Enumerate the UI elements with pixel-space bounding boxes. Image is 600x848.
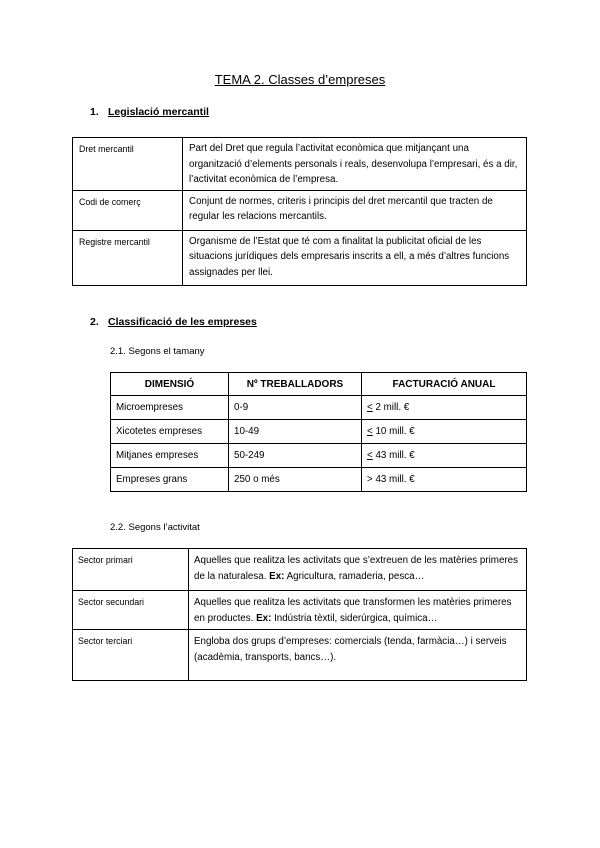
definition-cell: Conjunt de normes, criteris i principis del dret mercantil que tracten de regular les relacions mercantils.	[183, 190, 527, 230]
table-row	[73, 549, 527, 591]
legislacio-table	[72, 137, 527, 286]
facturacio-value: 43 mill. €	[372, 450, 415, 461]
description-text: Engloba dos grups d’empreses: comercials (tenda, farmàcia…) i serveis (acadèmia, transports, bancs…).	[194, 636, 507, 663]
treballadors-cell: 250 o més	[229, 468, 362, 492]
section-2-title: Classificació de les empreses	[108, 316, 257, 328]
table-row	[73, 630, 527, 681]
facturacio-value: 10 mill. €	[372, 426, 415, 437]
treballadors-cell: 50-249	[229, 444, 362, 468]
treballadors-cell: 10-49	[229, 420, 362, 444]
facturacio-cell	[362, 444, 527, 468]
term-cell: Sector secundari	[73, 591, 189, 630]
table-row	[73, 230, 527, 285]
column-header: Nº TREBALLADORS	[229, 373, 362, 396]
definition-cell: Organisme de l’Estat que té com a finalitat la publicitat oficial de les situacions jurídiques dels empresaris inscrits a ell, a més d’altres funcions assignades per llei.	[183, 230, 527, 285]
column-header: FACTURACIÓ ANUAL	[362, 373, 527, 396]
table-row	[73, 591, 527, 630]
term-cell: Sector terciari	[73, 630, 189, 681]
table-row	[111, 420, 527, 444]
term-cell: Dret mercantil	[73, 138, 183, 191]
facturacio-value: 2 mill. €	[372, 402, 410, 413]
dimensio-cell: Empreses grans	[111, 468, 229, 492]
facturacio-symbol: <	[367, 426, 373, 437]
subsection-2-2-heading: 2.2. Segons l’activitat	[110, 522, 200, 533]
table-row	[73, 190, 527, 230]
description-cell	[189, 630, 527, 681]
term-cell: Registre mercantil	[73, 230, 183, 285]
page-title: TEMA 2. Classes d’empreses	[214, 72, 386, 87]
section-1-title: Legislació mercantil	[108, 106, 209, 118]
facturacio-cell	[362, 468, 527, 492]
description-text: Aquelles que realitza les activitats que s’extreuen de les matèries primeres de la naturalesa.	[194, 555, 519, 582]
facturacio-symbol: <	[367, 402, 373, 413]
facturacio-value: > 43 mill. €	[367, 474, 415, 485]
description-cell	[189, 591, 527, 630]
subsection-2-1-heading: 2.1. Segons el tamany	[110, 346, 205, 357]
term-cell: Codi de comerç	[73, 190, 183, 230]
example-text: Indústria tèxtil, siderúrgica, química…	[271, 613, 438, 624]
definition-cell: Part del Dret que regula l’activitat econòmica que mitjançant una organització d’elements personals i reals, desenvolupa l’empresari, és a dir, l’activitat econòmica de l’empresa.	[183, 138, 527, 191]
example-label: Ex:	[256, 613, 272, 624]
table-row	[73, 138, 527, 191]
term-cell: Sector primari	[73, 549, 189, 591]
tamany-table	[110, 372, 527, 492]
section-1-number: 1.	[90, 106, 99, 118]
table-row	[111, 468, 527, 492]
description-cell	[189, 549, 527, 591]
dimensio-cell: Mitjanes empreses	[111, 444, 229, 468]
activitat-table	[72, 548, 527, 681]
column-header: DIMENSIÓ	[111, 373, 229, 396]
table-row	[111, 396, 527, 420]
dimensio-cell: Xicotetes empreses	[111, 420, 229, 444]
table-row	[111, 444, 527, 468]
facturacio-cell	[362, 396, 527, 420]
section-1-heading	[90, 106, 209, 118]
dimensio-cell: Microempreses	[111, 396, 229, 420]
example-label: Ex:	[269, 571, 285, 582]
table-header-row	[111, 373, 527, 396]
facturacio-cell	[362, 420, 527, 444]
section-2-heading	[90, 316, 257, 328]
example-text: Agricultura, ramaderia, pesca…	[284, 571, 425, 582]
section-2-number: 2.	[90, 316, 99, 328]
description-text: Aquelles que realitza les activitats que transformen les matèries primeres en productes.	[194, 597, 512, 624]
treballadors-cell: 0-9	[229, 396, 362, 420]
facturacio-symbol: <	[367, 450, 373, 461]
